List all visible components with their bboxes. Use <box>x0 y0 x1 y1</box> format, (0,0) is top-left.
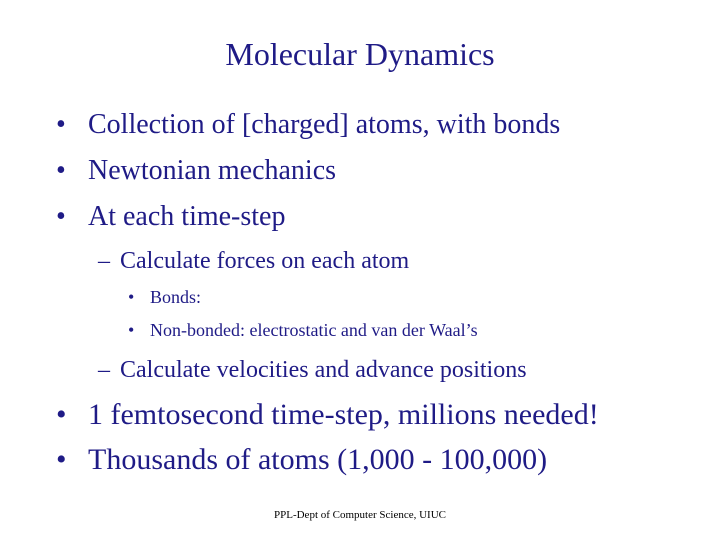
bullet-femtosecond <box>56 397 599 433</box>
bullet-marker: • <box>56 443 67 476</box>
bullet-text: 1 femtosecond time-step, millions needed! <box>88 398 599 431</box>
sub-sub-bullet-text: Non-bonded: electrostatic and van der Waal’s <box>150 320 478 340</box>
sub-sub-bullet-non-bonded <box>128 319 478 341</box>
bullet-marker: • <box>56 398 67 431</box>
bullet-marker: • <box>128 287 135 307</box>
sub-bullet-text: Calculate forces on each atom <box>120 248 410 274</box>
bullet-text: Collection of [charged] atoms, with bonds <box>88 109 561 140</box>
sub-bullet-text: Calculate velocities and advance positions <box>120 357 527 383</box>
sub-bullet-forces <box>98 246 409 276</box>
slide-title: Molecular Dynamics <box>225 36 495 72</box>
bullet-text: Newtonian mechanics <box>88 155 337 186</box>
bullet-text: At each time-step <box>88 201 286 232</box>
bullet-thousands <box>56 442 547 478</box>
slide-footer: PPL-Dept of Computer Science, UIUC <box>274 509 446 521</box>
dash-marker: – <box>98 248 110 274</box>
bullet-text: Thousands of atoms (1,000 - 100,000) <box>88 443 548 476</box>
bullet-time-step <box>56 200 285 234</box>
sub-sub-bullet-bonds <box>128 286 201 308</box>
dash-marker: – <box>98 357 110 383</box>
bullet-newtonian <box>56 154 336 188</box>
bullet-marker: • <box>56 109 66 140</box>
bullet-marker: • <box>128 320 135 340</box>
sub-sub-bullet-text: Bonds: <box>150 287 202 307</box>
bullet-collection <box>56 108 560 142</box>
sub-bullet-velocities <box>98 355 527 385</box>
bullet-marker: • <box>56 201 66 232</box>
bullet-marker: • <box>56 155 66 186</box>
